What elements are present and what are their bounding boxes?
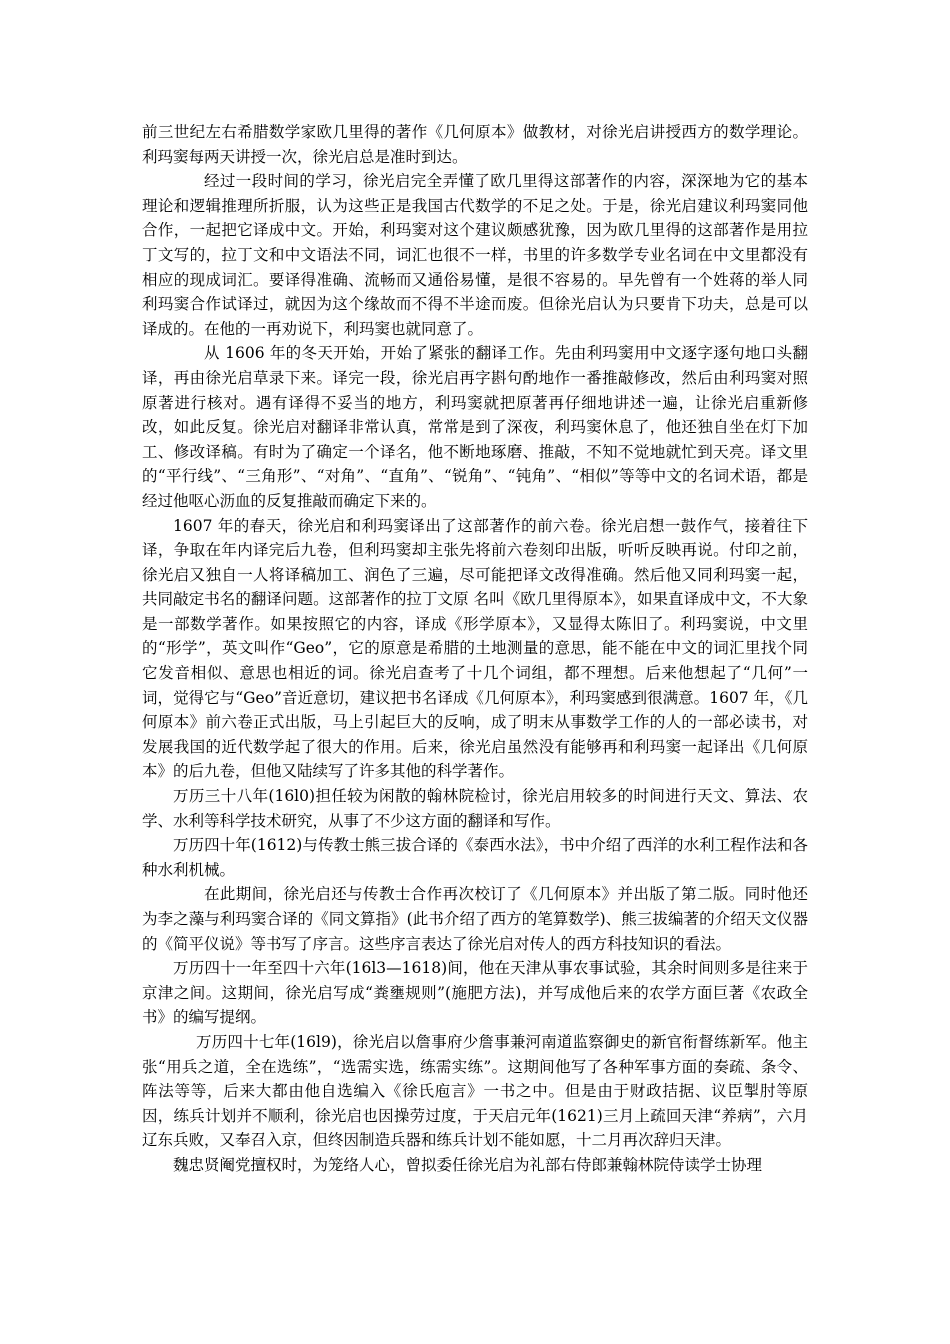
document-body bbox=[142, 120, 808, 1178]
paragraph: 万历三十八年(16l0)担任较为闲散的翰林院检讨，徐光启用较多的时间进行天文、算法、农学、水利等科学技术研究，从事了不少这方面的翻译和写作。 bbox=[142, 787, 808, 830]
paragraph: 在此期间，徐光启还与传教士合作再次校订了《几何原本》并出版了第二版。同时他还为李之藻与利玛窦合译的《同文算指》(此书介绍了西方的笔算数学)、熊三拔编著的介绍天文仪器的《简平仪说》等书写了序言。这些序言表达了徐光启对传人的西方科技知识的看法。 bbox=[142, 885, 808, 953]
paragraph: 从 1606 年的冬天开始，开始了紧张的翻译工作。先由利玛窦用中文逐字逐句地口头翻译，再由徐光启草录下来。译完一段，徐光启再字斟句酌地作一番推敲修改，然后由利玛窦对照原著进行核对。遇有译得不妥当的地方，利玛窦就把原著再仔细地讲述一遍，让徐光启重新修改，如此反复。徐光启对翻译非常认真，常常是到了深夜，利玛窦休息了，他还独自坐在灯下加工、修改译稿。有时为了确定一个译名，他不断地琢磨、推敲，不知不觉地就忙到天亮。译文里的“平行线”、“三角形”、“对角”、“直角”、“锐角”、“钝角”、“相似”等等中文的名词术语，都是经过他呕心沥血的反复推敲而确定下来的。 bbox=[142, 344, 808, 510]
paragraph: 万历四十七年(16l9)，徐光启以詹事府少詹事兼河南道监察御史的新官衔督练新军。他主张“用兵之道，全在选练”，“选需实选，练需实练”。这期间他写了各种军事方面的奏疏、条令、阵法等等，后来大都由他自选编入《徐氏庖言》一书之中。但是由于财政拮据、议臣掣肘等原因，练兵计划并不顺利，徐光启也因操劳过度，于天启元年(1621)三月上疏回天津“养病”，六月辽东兵败，又奉召入京，但终因制造兵器和练兵计划不能如愿，十二月再次辞归天津。 bbox=[142, 1032, 808, 1150]
paragraph: 1607 年的春天，徐光启和利玛窦译出了这部著作的前六卷。徐光启想一鼓作气，接着往下译，争取在年内译完后九卷，但利玛窦却主张先将前六卷刻印出版，听听反映再说。付印之前，徐光启又独自一人将译稿加工、润色了三遍，尽可能把译文改得准确。然后他又同利玛窦一起，共同敲定书名的翻译问题。这部著作的拉丁文原 名叫《欧几里得原本》，如果直译成中文，不大象是一部数学著作。如果按照它的内容，译成《形学原本》，又显得太陈旧了。利玛窦说，中文里的“形学”，英文叫作“Geo”，它的原意是希腊的土地测量的意思，能不能在中文的词汇里找个同它发音相似、意思也相近的词。徐光启查考了十几个词组，都不理想。后来他想起了“几何”一词，觉得它与“Geo”音近意切，建议把书名译成《几何原本》，利玛窦感到很满意。1607 年，《几何原本》前六卷正式出版，马上引起巨大的反响，成了明末从事数学工作的人的一部必读书，对发展我国的近代数学起了很大的作用。后来，徐光启虽然没有能够再和利玛窦一起译出《几何原本》的后九卷，但他又陆续写了许多其他的科学著作。 bbox=[142, 516, 808, 781]
paragraph: 前三世纪左右希腊数学家欧几里得的著作《几何原本》做教材，对徐光启讲授西方的数学理论。利玛窦每两天讲授一次，徐光启总是准时到达。 bbox=[142, 123, 808, 166]
paragraph: 经过一段时间的学习，徐光启完全弄懂了欧几里得这部著作的内容，深深地为它的基本理论和逻辑推理所折服，认为这些正是我国古代数学的不足之处。于是，徐光启建议利玛窦同他合作，一起把它译成中文。开始，利玛窦对这个建议颇感犹豫，因为欧几里得的这部著作是用拉丁文写的，拉丁文和中文语法不同，词汇也很不一样，书里的许多数学专业名词在中文里都没有相应的现成词汇。要译得准确、流畅而又通俗易懂，是很不容易的。早先曾有一个姓蒋的举人同利玛窦合作试译过，就因为这个缘故而不得不半途而废。但徐光启认为只要肯下功夫，总是可以译成的。在他的一再劝说下，利玛窦也就同意了。 bbox=[142, 172, 808, 338]
paragraph: 万历四十一年至四十六年(16l3—1618)间，他在天津从事农事试验，其余时间则多是往来于京津之间。这期间，徐光启写成“粪壅规则”(施肥方法)，并写成他后来的农学方面巨著《农政全书》的编写提纲。 bbox=[142, 959, 808, 1027]
paragraph: 魏忠贤阉党擅权时，为笼络人心，曾拟委任徐光启为礼部右侍郎兼翰林院侍读学士协理 bbox=[173, 1155, 763, 1174]
paragraph: 万历四十年(1612)与传教士熊三拔合译的《泰西水法》，书中介绍了西洋的水利工程作法和各种水利机械。 bbox=[142, 836, 808, 879]
